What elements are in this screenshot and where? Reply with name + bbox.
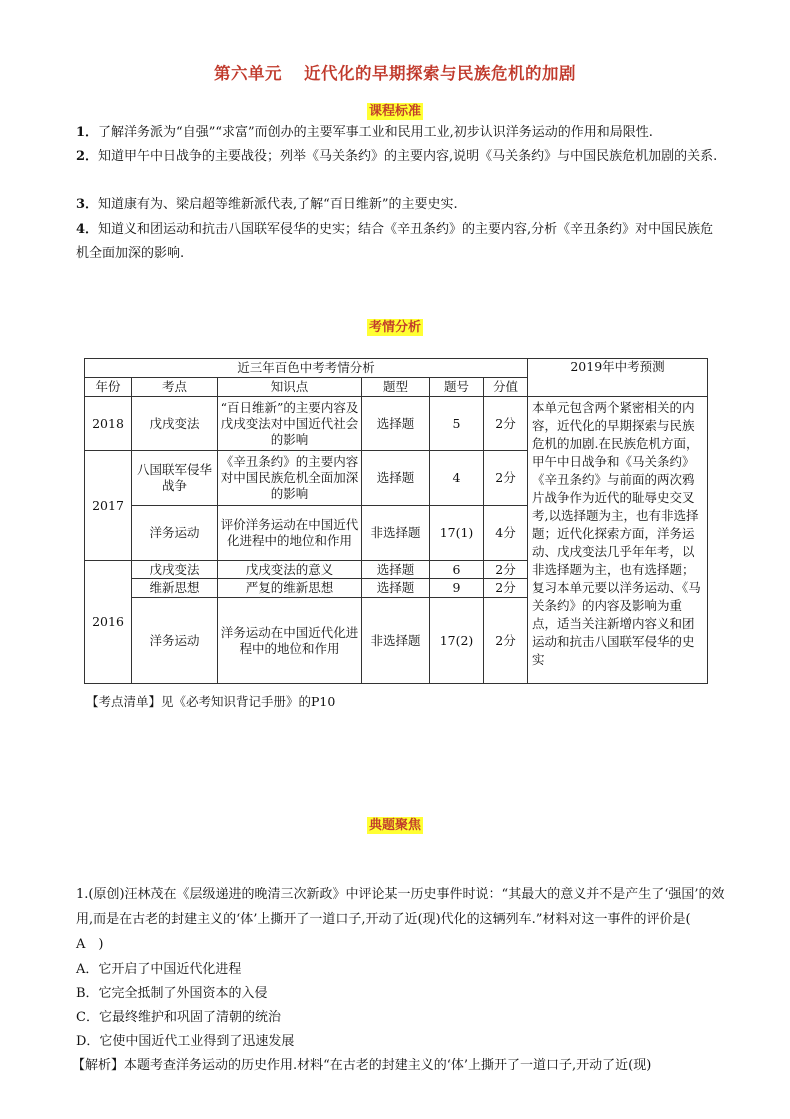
table-header-forecast: 2019年中考预测 — [528, 359, 708, 397]
column-header: 题号 — [430, 378, 484, 397]
section-heading-examples: 典题聚焦 — [368, 818, 421, 833]
score-cell: 2分 — [484, 598, 528, 684]
type-cell: 非选择题 — [362, 506, 430, 561]
type-cell: 选择题 — [362, 397, 430, 451]
section-heading-standard: 课程标准 — [368, 104, 421, 119]
option-a: A．它开启了中国近代化进程 — [76, 962, 242, 977]
table-header-main: 近三年百色中考考情分析 — [85, 359, 528, 378]
number-cell: 9 — [430, 579, 484, 598]
column-header: 分值 — [484, 378, 528, 397]
point-cell: 八国联军侵华战争 — [132, 451, 218, 506]
standard-item-1: 1．了解洋务派为“自强”“求富”而创办的主要军事工业和民用工业,初步认识洋务运动的作用和局限性. — [76, 125, 653, 140]
knowledge-cell: 戊戌变法的意义 — [218, 561, 362, 579]
knowledge-cell: 严复的维新思想 — [218, 579, 362, 598]
column-header: 考点 — [132, 378, 218, 397]
column-header: 知识点 — [218, 378, 362, 397]
point-cell: 戊戌变法 — [132, 561, 218, 579]
analysis-text: 【解析】本题考查洋务运动的历史作用.材料“在古老的封建主义的‘体’上撕开了一道口子,开动了近(现) — [72, 1058, 652, 1073]
standard-item-4: 4．知道义和团运动和抗击八国联军侵华的史实；结合《辛丑条约》的主要内容,分析《辛丑条约》对中国民族危机全面加深的影响. — [76, 222, 714, 261]
column-header: 题型 — [362, 378, 430, 397]
forecast-text: 本单元包含两个紧密相关的内容，近代化的早期探索与民族危机的加剧.在民族危机方面，甲午中日战争和《马关条约》《辛丑条约》与前面的两次鸦片战争作为近代的耻辱史交叉考,以选择题为主，也有非选择题；近代化探索方面，洋务运动、戊戌变法几乎年年考，以非选择题为主，也有选择题；复习本单元要以洋务运动、《马关条约》的内容及影响为重点，适当关注新增内容义和团运动和抗击八国联军侵华的史实 — [528, 397, 708, 684]
exam-analysis-table — [84, 358, 708, 684]
year-cell: 2016 — [85, 561, 132, 684]
score-cell: 2分 — [484, 579, 528, 598]
number-cell: 17(1) — [430, 506, 484, 561]
checklist-note: 【考点清单】见《必考知识背记手册》的P10 — [86, 694, 336, 709]
number-cell: 6 — [430, 561, 484, 579]
type-cell: 非选择题 — [362, 598, 430, 684]
number-cell: 5 — [430, 397, 484, 451]
table-row — [85, 397, 708, 451]
score-cell: 2分 — [484, 397, 528, 451]
number-cell: 4 — [430, 451, 484, 506]
knowledge-cell: 洋务运动在中国近代化进程中的地位和作用 — [218, 598, 362, 684]
standard-item-3: 3．知道康有为、梁启超等维新派代表,了解“百日维新”的主要史实. — [76, 197, 458, 212]
type-cell: 选择题 — [362, 561, 430, 579]
unit-label: 第六单元 — [214, 64, 282, 83]
standard-item-2: 2．知道甲午中日战争的主要战役；列举《马关条约》的主要内容,说明《马关条约》与中国民族危机加剧的关系. — [76, 149, 718, 164]
year-cell: 2018 — [85, 397, 132, 451]
number-cell: 17(2) — [430, 598, 484, 684]
score-cell: 2分 — [484, 451, 528, 506]
page-title — [0, 60, 790, 84]
point-cell: 维新思想 — [132, 579, 218, 598]
option-b: B．它完全抵制了外国资本的入侵 — [76, 986, 268, 1001]
section-heading-analysis: 考情分析 — [368, 320, 421, 335]
knowledge-cell: 评价洋务运动在中国近代化进程中的地位和作用 — [218, 506, 362, 561]
type-cell: 选择题 — [362, 451, 430, 506]
type-cell: 选择题 — [362, 579, 430, 598]
knowledge-cell: “百日维新”的主要内容及戊戌变法对中国近代社会的影响 — [218, 397, 362, 451]
unit-title: 近代化的早期探索与民族危机的加剧 — [304, 64, 576, 83]
option-d: D．它使中国近代工业得到了迅速发展 — [76, 1034, 295, 1049]
question-stem: 1.(原创)汪林茂在《层级递进的晚清三次新政》中评论某一历史事件时说：“其最大的意义并不是产生了‘强国’的效用,而是在古老的封建主义的‘体’上撕开了一道口子,开动了近(现)代化的这辆列车.”材料对这一事件的评价是( A ) — [76, 887, 725, 952]
column-header: 年份 — [85, 378, 132, 397]
point-cell: 洋务运动 — [132, 598, 218, 684]
year-cell: 2017 — [85, 451, 132, 561]
point-cell: 戊戌变法 — [132, 397, 218, 451]
knowledge-cell: 《辛丑条约》的主要内容对中国民族危机全面加深的影响 — [218, 451, 362, 506]
option-c: C．它最终维护和巩固了清朝的统治 — [76, 1010, 281, 1025]
score-cell: 4分 — [484, 506, 528, 561]
point-cell: 洋务运动 — [132, 506, 218, 561]
score-cell: 2分 — [484, 561, 528, 579]
